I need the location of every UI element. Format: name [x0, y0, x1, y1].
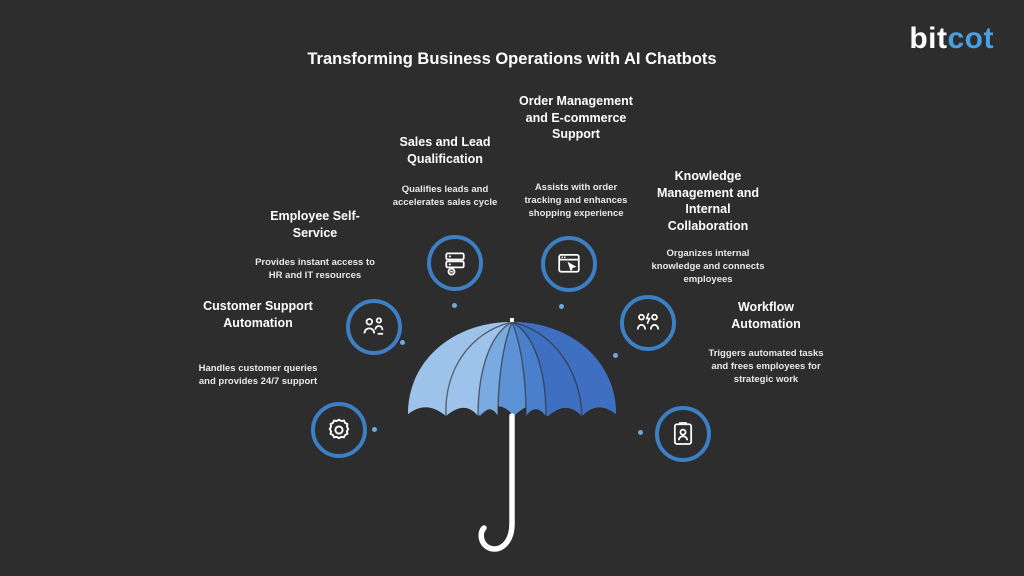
- page-title: Transforming Business Operations with AI Chatbots: [307, 50, 717, 68]
- node-desc-customer-support-automation: Handles customer queries and provides 24/7 support: [198, 363, 318, 388]
- node-label-employee-self-service: Employee Self-Service: [270, 209, 360, 240]
- node-icon-sales-and-lead-qualification[interactable]: [427, 235, 483, 291]
- server-database-icon: [441, 249, 469, 277]
- node-desc-sales-and-lead-qualification: Qualifies leads and accelerates sales cycle: [392, 184, 498, 209]
- clipboard-person-icon: [669, 420, 697, 448]
- connector-dot-4: [559, 304, 564, 309]
- node-label-workflow-automation: Workflow Automation: [731, 300, 801, 331]
- people-group-icon: [360, 313, 388, 341]
- node-label-customer-support-automation: Customer Support Automation: [203, 299, 313, 330]
- node-icon-employee-self-service[interactable]: [346, 299, 402, 355]
- node-label-sales-and-lead-qualification: Sales and Lead Qualification: [399, 135, 491, 166]
- node-label-knowledge-management-internal-collaboration: Knowledge Management and Internal Collaboration: [656, 169, 760, 233]
- brand-logo-part1: bit: [909, 22, 948, 55]
- node-icon-customer-support-automation[interactable]: [311, 402, 367, 458]
- node-desc-workflow-automation: Triggers automated tasks and frees employees for strategic work: [708, 348, 824, 386]
- people-connect-icon: [634, 309, 662, 337]
- brand-logo-part2: cot: [947, 22, 994, 55]
- connector-dot-6: [638, 430, 643, 435]
- node-label-order-management-ecommerce-support: Order Management and E-commerce Support: [519, 94, 633, 141]
- connector-dot-1: [372, 427, 377, 432]
- node-icon-order-management-ecommerce-support[interactable]: [541, 236, 597, 292]
- node-icon-workflow-automation[interactable]: [655, 406, 711, 462]
- node-desc-knowledge-management-internal-collaboration: Organizes internal knowledge and connects employees: [651, 248, 765, 286]
- node-desc-order-management-ecommerce-support: Assists with order tracking and enhances shopping experience: [524, 182, 628, 220]
- node-icon-knowledge-management-internal-collaboration[interactable]: [620, 295, 676, 351]
- umbrella-icon: [404, 318, 620, 571]
- umbrella-graphic: [404, 318, 620, 566]
- gear-settings-icon: [325, 416, 353, 444]
- connector-dot-3: [452, 303, 457, 308]
- node-desc-employee-self-service: Provides instant access to HR and IT resources: [255, 257, 375, 282]
- browser-cursor-icon: [555, 250, 583, 278]
